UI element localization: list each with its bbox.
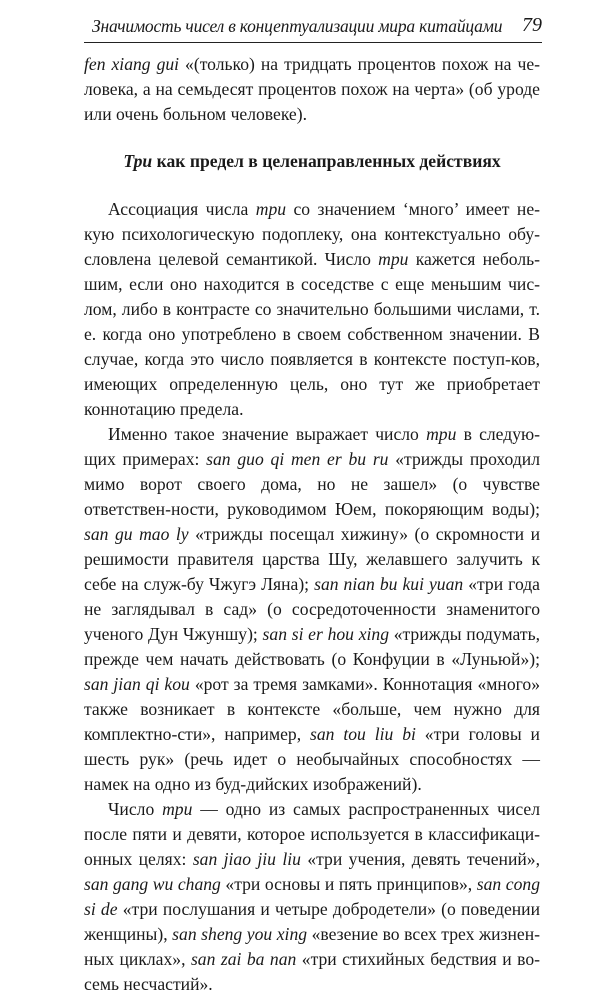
page-number: 79 <box>522 14 542 36</box>
text-run: «три учения, девять течений», <box>300 849 540 869</box>
page-content <box>84 52 540 997</box>
pinyin-term: san si er hou xing <box>262 624 389 644</box>
text-run: «трижды посещал хижину» (о скромности и решимости правителя царства Шу, желавшего залучить к себе на служ-бу Чжугэ Ляна); <box>84 524 540 594</box>
running-header <box>84 12 542 43</box>
text-run: «рот за тремя замками». Коннотация «много» также возникает в контексте «больше, чем нужно для комплектно-сти», например, <box>84 674 540 744</box>
pinyin-term: san guo qi men er bu ru <box>206 449 389 469</box>
section-heading-italic: Три <box>123 151 153 171</box>
text-run: «(только) на тридцать процентов похож на че-ловека, а на семьдесят процентов похож на черта» (об уроде или очень больном человеке). <box>84 54 540 124</box>
pinyin-term: san jiao jiu liu <box>192 849 301 869</box>
text-run: Ассоциация числа <box>108 199 256 219</box>
text-run: со значением ‘много’ имеет не-кую психологическую подоплеку, она контекстуально обу-словлена целевой семантикой. Число <box>84 199 540 269</box>
text-run: Именно такое значение выражает число <box>108 424 427 444</box>
text-run: кажется неболь-шим, если оно находится в соседстве с еще меньшим чис-лом, либо в контрасте со значительно большими числами, т. е. когда оно употреблено в своем собственном значении. В случае, когда это число появляется в контексте поступ-ков, имеющих определенную цель, оно тут же приобретает коннотацию предела. <box>84 249 540 419</box>
pinyin-term: san sheng you xing <box>172 924 308 944</box>
text-run: «три основы и пять принципов», <box>220 874 477 894</box>
section-heading-text: как предел в целенаправленных действиях <box>152 151 501 171</box>
pinyin-term: san tou liu bi <box>310 724 416 744</box>
text-run: «трижды проходил мимо ворот своего дома, но не зашел» (о чувстве ответствен-ности, руководимом Юем, покоряющим воды); <box>84 449 540 519</box>
pinyin-term: san gang wu chang <box>84 874 221 894</box>
intro-paragraph <box>84 52 540 127</box>
italic-term: три <box>162 799 193 819</box>
pinyin-term: san nian bu kui yuan <box>314 574 464 594</box>
pinyin-term: san gu mao ly <box>84 524 189 544</box>
text-run: «везение во всех трех жизнен-ных циклах», <box>84 924 540 969</box>
text-run: — одно из самых распространенных чисел после пяти и девяти, которое используется в классификаци-онных целях: <box>84 799 540 869</box>
section-heading <box>84 149 540 174</box>
italic-term: три <box>426 424 457 444</box>
italic-term: три <box>255 199 287 219</box>
pinyin-term: san cong si de <box>84 874 540 919</box>
pinyin-term: fen xiang gui <box>84 54 180 74</box>
running-header-title: Значимость чисел в концептуализации мира китайцами <box>92 16 503 36</box>
text-run: «трижды подумать, прежде чем начать действовать (о Конфуции в «Луньюй»); <box>84 624 541 669</box>
text-run: в следую-щих примерах: <box>84 424 540 469</box>
text-run: «три года не заглядывал в сад» (о сосредоточенности знаменитого ученого Дун Чжуншу); <box>84 574 540 644</box>
paragraph-1 <box>84 197 540 422</box>
paragraph-3 <box>84 797 540 997</box>
text-run: Число <box>108 799 163 819</box>
italic-term: три <box>378 249 409 269</box>
text-run: «три стихийных бедствия и во-семь несчастий». <box>84 949 540 994</box>
text-run: «три головы и шесть рук» (речь идет о необычайных способностях — намек на одно из буд-дийских изображений). <box>84 724 540 794</box>
pinyin-term: san jian qi kou <box>84 674 190 694</box>
text-run: «три послушания и четыре добродетели» (о поведении женщины), <box>84 899 540 944</box>
paragraph-2 <box>84 422 540 797</box>
pinyin-term: san zai ba nan <box>190 949 297 969</box>
